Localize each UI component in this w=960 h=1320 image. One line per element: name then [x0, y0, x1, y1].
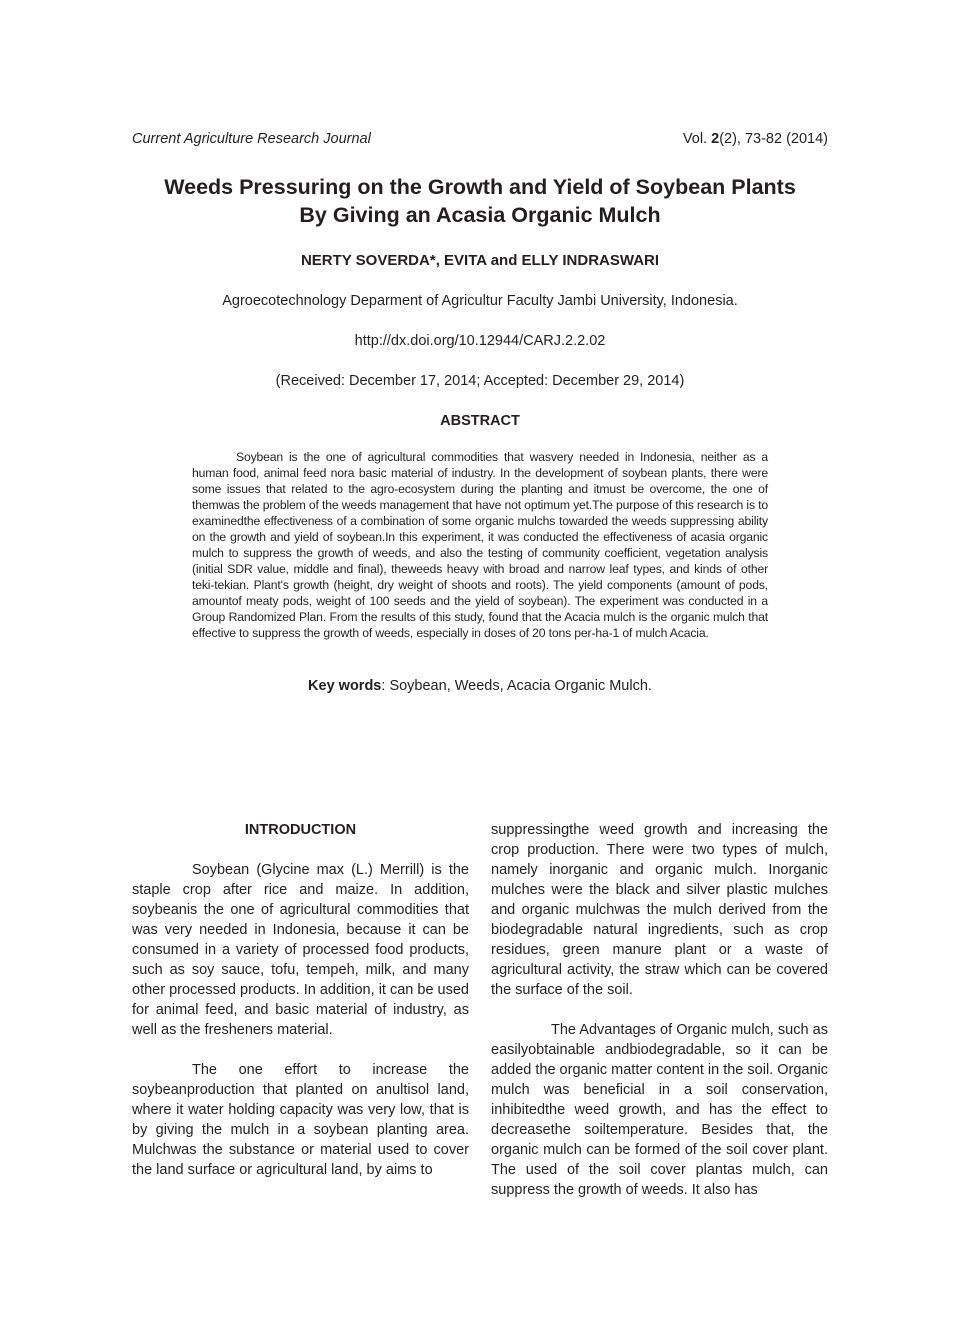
volume-issue-pages: (2), 73-82 (2014)	[719, 131, 828, 147]
title-line-1: Weeds Pressuring on the Growth and Yield of Soybean Plants	[164, 175, 796, 199]
journal-name: Current Agriculture Research Journal	[132, 131, 371, 147]
keywords	[100, 676, 860, 696]
introduction-heading: INTRODUCTION	[244, 822, 357, 838]
authors: NERTY SOVERDA*, EVITA and ELLY INDRASWARI	[300, 252, 660, 269]
left-column	[132, 820, 469, 1180]
abstract-text: Soybean is the one of agricultural commodities that wasvery needed in Indonesia, neither as a human food, animal feed nora basic material of industry. In the development of soybean plants, there were some issues that related to the agro-ecosystem during the planting and itmust be overcome, the one of themwas the problem of the weeds management that have not optimum yet.The purpose of this research is to examinedthe effectiveness of a combination of some organic mulchs towarded the weeds suppressing ability on the growth and yield of soybean.In this experiment, it was conducted the effectiveness of acasia organic mulch to suppress the growth of weeds, and also the testing of community coefficient, vegetation analysis (initial SDR value, middle and final), theweeds heavy with broad and narrow leaf types, and kinds of other teki-tekian. Plant's growth (height, dry weight of shoots and roots). The yield components (amount of pods, amountof meaty pods, weight of 100 seeds and the yield of soybean). The experiment was conducted in a Group Randomized Plan. From the results of this study, found that the Acacia mulch is the organic mulch that effective to suppress the growth of weeds, especially in doses of 20 tons per-ha-1 of mulch Acacia.	[192, 450, 768, 640]
volume-number: 2	[711, 131, 720, 147]
article-title	[100, 173, 860, 229]
volume-prefix: Vol.	[682, 131, 712, 147]
keywords-label: Key words	[308, 678, 382, 694]
right-column	[491, 820, 828, 1200]
running-head	[132, 130, 828, 150]
volume-info	[683, 130, 828, 148]
body-paragraph: suppressingthe weed growth and increasing the crop production. There were two types of mulch, namely inorganic and organic mulch. Inorganic mulches were the black and silver plastic mulches and organic mulchwas the mulch derived from the biodegradable natural ingredients, such as crop residues, green manure plant or a waste of agricultural activity, the straw which can be covered the surface of the soil.	[491, 822, 828, 998]
doi-link[interactable]: http://dx.doi.org/10.12944/CARJ.2.2.02	[354, 333, 606, 349]
abstract-heading: ABSTRACT	[440, 413, 520, 429]
title-line-2: By Giving an Acasia Organic Mulch	[299, 203, 661, 227]
keywords-value: : Soybean, Weeds, Acacia Organic Mulch.	[381, 678, 652, 694]
received-dates: (Received: December 17, 2014; Accepted: December 29, 2014)	[275, 373, 685, 389]
body-paragraph: The Advantages of Organic mulch, such as easilyobtainable andbiodegradable, so it can be added the organic matter content in the soil. Organic mulch was beneficial in a soil conservation, inhibitedthe weed growth, and has the effect to decreasethe soiltemperature. Besides that, the organic mulch can be formed of the soil cover plant. The used of the soil cover plantas mulch, can suppress the growth of weeds. It also has	[491, 1022, 828, 1198]
body-paragraph: Soybean (Glycine max (L.) Merrill) is the staple crop after rice and maize. In addition, soybeanis the one of agricultural commodities that was very needed in Indonesia, because it can be consumed in a variety of processed food products, such as soy sauce, tofu, tempeh, milk, and many other processed products. In addition, it can be used for animal feed, and basic material of industry, as well as the fresheners material.	[132, 862, 469, 1038]
affiliation: Agroecotechnology Deparment of Agricultur Faculty Jambi University, Indonesia.	[222, 293, 738, 309]
body-paragraph: The one effort to increase the soybeanproduction that planted on anultisol land, where it water holding capacity was very low, that is by giving the mulch in a soybean planting area. Mulchwas the substance or material used to cover the land surface or agricultural land, by aims to	[132, 1062, 469, 1178]
